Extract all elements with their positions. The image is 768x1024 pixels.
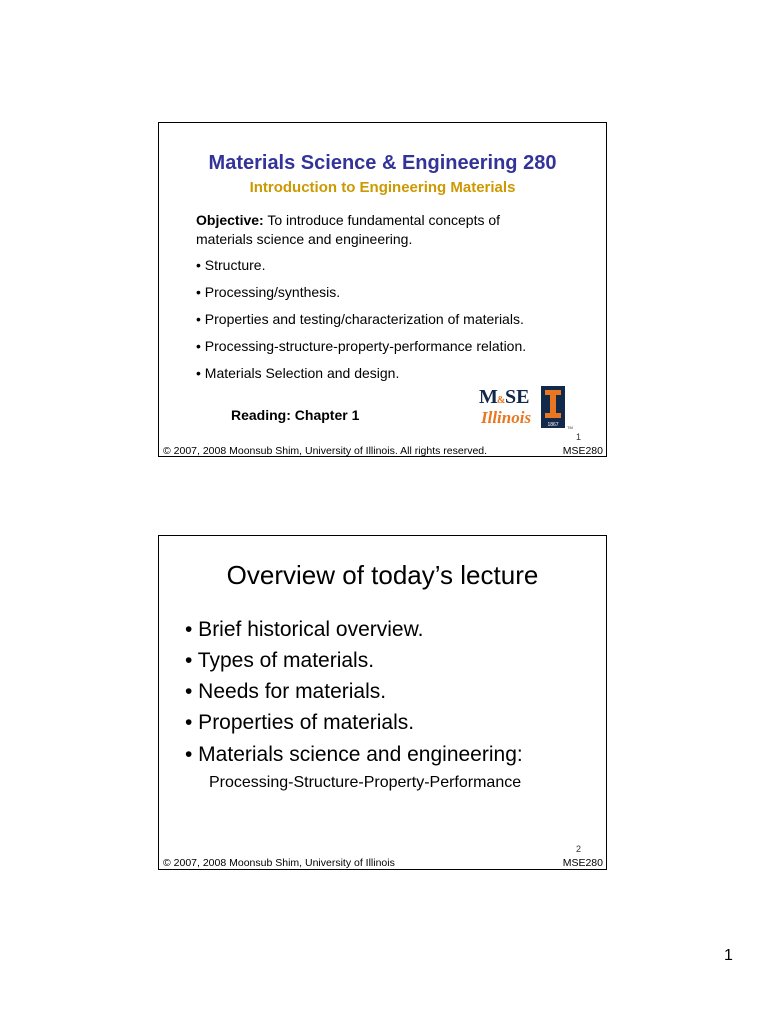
- bullet-needs: • Needs for materials.: [185, 680, 387, 703]
- sub-bullet-pspp: Processing-Structure-Property-Performance: [209, 774, 522, 791]
- slide-1-copyright: © 2007, 2008 Moonsub Shim, University of Illinois. All rights reserved.: [163, 445, 488, 457]
- svg-text:Illinois: Illinois: [481, 408, 532, 427]
- bullet-selection: • Materials Selection and design.: [196, 365, 400, 381]
- slide-2-copyright: © 2007, 2008 Moonsub Shim, University of Illinois: [163, 857, 395, 869]
- svg-text:SE: SE: [505, 386, 530, 408]
- bullet-types: • Types of materials.: [185, 649, 375, 672]
- svg-text:1867: 1867: [547, 422, 559, 428]
- reading-assignment: Reading: Chapter 1: [231, 407, 360, 423]
- bullet-structure: • Structure.: [196, 257, 266, 273]
- slide-2-title: Overview of today’s lecture: [226, 560, 539, 590]
- svg-text:TM: TM: [567, 425, 573, 430]
- slide-2-course-code: MSE280: [562, 857, 603, 869]
- bullet-processing: • Processing/synthesis.: [196, 284, 341, 300]
- bullet-relation: • Processing-structure-property-performance relation.: [196, 338, 527, 354]
- slide-1-subtitle: Introduction to Engineering Materials: [249, 179, 516, 196]
- slide-1-number: 1: [575, 432, 581, 442]
- objective-label: Objective:: [196, 212, 264, 228]
- svg-text:&: &: [497, 395, 506, 406]
- page-number: 1: [724, 947, 733, 964]
- slide-1: [158, 122, 607, 457]
- bullet-history: • Brief historical overview.: [185, 618, 424, 641]
- objective-text: [196, 211, 556, 249]
- bullet-props: • Properties of materials.: [185, 711, 415, 734]
- bullet-properties: • Properties and testing/characterization of materials.: [196, 311, 524, 327]
- svg-text:M: M: [479, 386, 498, 408]
- slide-1-course-code: MSE280: [562, 445, 603, 457]
- slide-2-number: 2: [575, 844, 581, 854]
- mse-illinois-logo: [477, 383, 577, 433]
- slide-1-title: Materials Science & Engineering 280: [208, 152, 557, 174]
- objective-body: To introduce fundamental concepts of materials science and engineering.: [196, 212, 501, 247]
- slide-2: [158, 535, 607, 870]
- bullet-mse: • Materials science and engineering:: [185, 743, 523, 766]
